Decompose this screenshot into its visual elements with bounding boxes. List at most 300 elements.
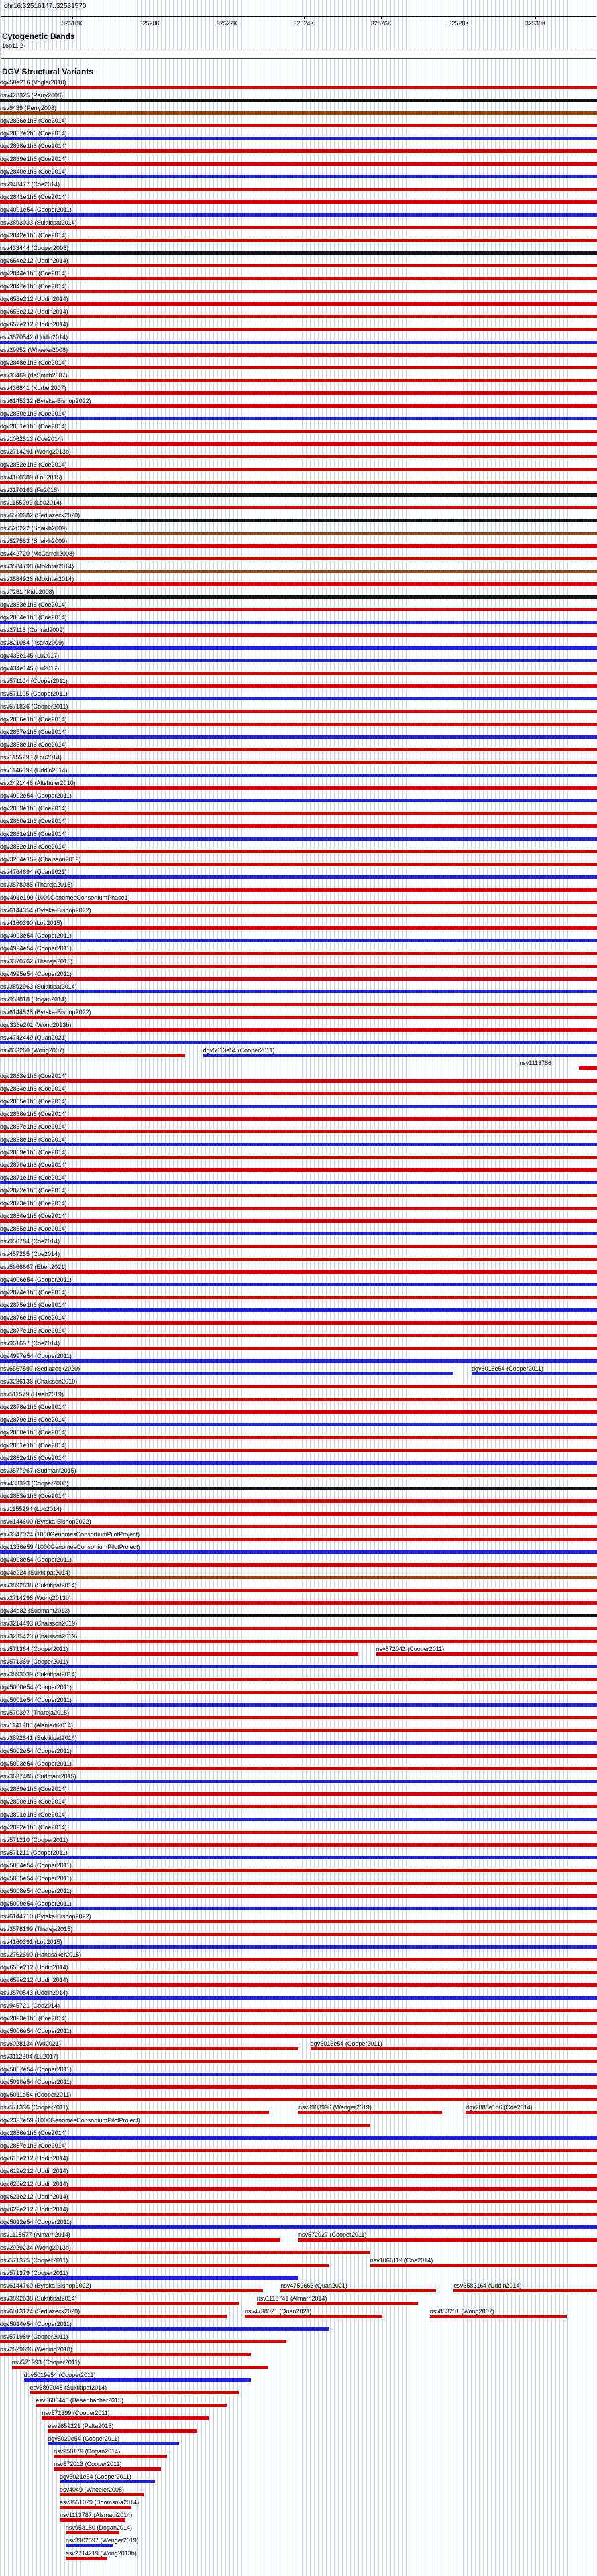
- variant-bar[interactable]: [0, 952, 597, 955]
- variant-bar[interactable]: [0, 633, 597, 637]
- variant-bar[interactable]: [0, 723, 597, 726]
- variant-bar[interactable]: [0, 1996, 597, 2000]
- variant-bar[interactable]: [0, 341, 597, 344]
- variant-bar[interactable]: [0, 1296, 597, 1299]
- variant-bar[interactable]: [0, 1359, 597, 1363]
- variant-label: nsv1066119 (Coe2014): [370, 2257, 433, 2264]
- variant-row: [0, 1633, 597, 1646]
- variant-bar[interactable]: [0, 1971, 597, 1974]
- variant-label: nsv961657 (Coe2014): [0, 1340, 60, 1347]
- variant-bar[interactable]: [0, 149, 597, 153]
- variant-bar[interactable]: [0, 124, 597, 127]
- variant-bar[interactable]: [0, 1805, 597, 1808]
- variant-bar[interactable]: [0, 697, 597, 700]
- variant-row: [0, 703, 597, 716]
- variant-row: [0, 2473, 597, 2486]
- variant-row: [0, 2155, 597, 2168]
- variant-bar[interactable]: [0, 735, 597, 739]
- variant-label: dgv5020e54 (Cooper2011): [48, 2435, 120, 2442]
- variant-bar[interactable]: [66, 2531, 119, 2534]
- variant-label: dgv2890e1h6 (Coe2014): [0, 1798, 67, 1805]
- variant-row: [0, 894, 597, 907]
- variant-row: [0, 1340, 597, 1353]
- variant-bar[interactable]: [0, 1691, 597, 1694]
- variant-bar[interactable]: [0, 1105, 597, 1108]
- variant-bar[interactable]: [0, 1168, 597, 1172]
- variant-bar[interactable]: [0, 188, 597, 191]
- variant-bar[interactable]: [60, 2480, 155, 2483]
- variant-bar[interactable]: [0, 965, 597, 968]
- variant-row: [0, 563, 597, 576]
- variant-bar[interactable]: [0, 557, 597, 560]
- variant-bar[interactable]: [0, 1729, 597, 1732]
- variant-bar[interactable]: [298, 2111, 442, 2114]
- variant-bar[interactable]: [0, 570, 597, 573]
- variant-bar[interactable]: [0, 1563, 597, 1567]
- variant-bar[interactable]: [0, 1678, 597, 1681]
- variant-bar[interactable]: [579, 1066, 597, 1070]
- variant-label: nsv571104 (Cooper2011): [0, 678, 68, 684]
- variant-bar[interactable]: [54, 2455, 167, 2458]
- variant-label: esv3578199 (Thareja2015): [0, 1926, 73, 1933]
- variant-bar[interactable]: [0, 799, 597, 802]
- variant-label: nsv1113786: [519, 1060, 552, 1066]
- variant-bar[interactable]: [0, 1130, 597, 1133]
- variant-bar[interactable]: [0, 239, 597, 242]
- variant-row: [0, 1747, 597, 1760]
- variant-bar[interactable]: [0, 1283, 597, 1286]
- variant-bar[interactable]: [0, 977, 597, 981]
- variant-row: [0, 92, 597, 105]
- variant-bar[interactable]: [66, 2544, 113, 2547]
- variant-bar[interactable]: [0, 1398, 597, 1401]
- variant-label: dgv2836e1h6 (Coe2014): [0, 117, 67, 124]
- variant-bar[interactable]: [0, 251, 597, 255]
- variant-bar[interactable]: [0, 430, 597, 433]
- variant-bar[interactable]: [0, 328, 597, 331]
- variant-bar[interactable]: [0, 379, 597, 382]
- variant-row: [0, 831, 597, 843]
- ruler-tick: [535, 16, 536, 19]
- variant-bar[interactable]: [0, 1576, 597, 1579]
- variant-row: [0, 2346, 597, 2359]
- variant-bar[interactable]: [0, 493, 597, 497]
- variant-label: dgv2875e1h6 (Coe2014): [0, 1302, 67, 1308]
- variant-row: [0, 1289, 597, 1302]
- variant-bar[interactable]: [0, 137, 597, 140]
- variant-bar[interactable]: [0, 1321, 597, 1325]
- variant-row: [0, 550, 597, 563]
- variant-bar[interactable]: [376, 1652, 597, 1656]
- variant-bar[interactable]: [0, 2034, 597, 2038]
- variant-bar[interactable]: [0, 774, 597, 777]
- variant-label: nsv571105 (Cooper2011): [0, 690, 68, 697]
- variant-bar[interactable]: [0, 1258, 597, 1261]
- variant-row: [0, 1582, 597, 1595]
- variant-row: [0, 2181, 597, 2193]
- variant-bar[interactable]: [0, 481, 597, 484]
- variant-bar[interactable]: [0, 1232, 597, 1235]
- variant-bar[interactable]: [453, 2289, 597, 2292]
- variant-bar[interactable]: [0, 111, 597, 115]
- variant-bar[interactable]: [0, 1436, 597, 1439]
- variant-bar[interactable]: [0, 353, 597, 357]
- variant-row: [0, 270, 597, 283]
- variant-bar[interactable]: [0, 2162, 597, 2165]
- variant-label: nsv571836 (Cooper2011): [0, 703, 68, 710]
- variant-label: nsv3214493 (Chaisson2019): [0, 1620, 78, 1627]
- variant-label: esv5666667 (Ebert2021): [0, 1264, 67, 1270]
- variant-label: nsv1141286 (Alsmadi2014): [0, 1722, 73, 1729]
- variant-bar[interactable]: [0, 863, 597, 866]
- variant-bar[interactable]: [0, 888, 597, 892]
- variant-bar[interactable]: [0, 761, 597, 764]
- variant-bar[interactable]: [0, 2213, 597, 2216]
- variant-bar[interactable]: [0, 1423, 597, 1426]
- variant-bar[interactable]: [0, 875, 597, 879]
- variant-bar[interactable]: [203, 1054, 597, 1057]
- variant-bar[interactable]: [0, 2098, 597, 2101]
- cytoband-box: [1, 50, 596, 59]
- variant-row: [0, 780, 597, 792]
- variant-row: [0, 690, 597, 703]
- variant-bar[interactable]: [0, 532, 597, 535]
- variant-bar[interactable]: [0, 404, 597, 408]
- variant-bar[interactable]: [0, 1945, 597, 1949]
- variant-bar[interactable]: [0, 2073, 597, 2076]
- variant-bar[interactable]: [0, 1767, 597, 1770]
- variant-bar[interactable]: [0, 939, 597, 942]
- variant-bar[interactable]: [0, 595, 597, 599]
- variant-bar[interactable]: [0, 837, 597, 841]
- variant-bar[interactable]: [0, 2060, 597, 2063]
- variant-bar[interactable]: [0, 2353, 251, 2356]
- variant-bar[interactable]: [0, 417, 597, 420]
- variant-bar[interactable]: [0, 1449, 597, 1452]
- variant-bar[interactable]: [0, 162, 597, 166]
- variant-label: dgv491e199 (1000GenomesConsortiumPhase1): [0, 894, 130, 901]
- variant-label: nsv6144354 (Byrska-Bishop2022): [0, 907, 91, 914]
- variant-bar[interactable]: [0, 1054, 185, 1057]
- variant-bar[interactable]: [0, 2264, 329, 2267]
- variant-bar[interactable]: [24, 2378, 251, 2382]
- variant-bar[interactable]: [0, 824, 597, 828]
- variant-bar[interactable]: [0, 1640, 597, 1643]
- variant-label: dgv5012e54 (Cooper2011): [0, 2219, 72, 2225]
- variant-bar[interactable]: [0, 582, 597, 586]
- variant-bar[interactable]: [0, 213, 597, 217]
- variant-bar[interactable]: [0, 672, 597, 675]
- variant-bar[interactable]: [0, 290, 597, 293]
- variant-bar[interactable]: [0, 1754, 597, 1758]
- variant-bar[interactable]: [0, 1792, 597, 1796]
- variant-bar[interactable]: [0, 1856, 597, 1859]
- variant-label: dgv433e145 (Lu2017): [0, 652, 60, 659]
- variant-bar[interactable]: [66, 2557, 107, 2560]
- variant-label: nsv958180 (Dogan2014): [65, 2524, 132, 2531]
- variant-row: [0, 499, 597, 512]
- variant-bar[interactable]: [0, 2124, 370, 2127]
- variant-label: dgv2864e1h6 (Coe2014): [0, 1085, 67, 1092]
- variant-row: [0, 665, 597, 678]
- variant-bar[interactable]: [48, 2429, 197, 2433]
- variant-bar[interactable]: [48, 2442, 179, 2445]
- variant-bar[interactable]: [0, 914, 597, 917]
- variant-label: nsv571336 (Cooper2011): [0, 2104, 68, 2111]
- variant-bar[interactable]: [0, 315, 597, 318]
- variant-bar[interactable]: [0, 1385, 597, 1388]
- variant-bar[interactable]: [0, 1818, 597, 1821]
- variant-row: [0, 1327, 597, 1340]
- variant-bar[interactable]: [60, 2518, 125, 2522]
- variant-bar[interactable]: [0, 99, 597, 102]
- variant-bar[interactable]: [0, 1079, 597, 1083]
- variant-bar[interactable]: [0, 1652, 358, 1656]
- variant-bar[interactable]: [0, 2276, 298, 2280]
- variant-bar[interactable]: [0, 646, 597, 650]
- variant-bar[interactable]: [0, 621, 597, 624]
- variant-bar[interactable]: [0, 1601, 597, 1605]
- variant-label: nsv4160391 (Lou2015): [0, 1939, 62, 1945]
- variant-bar[interactable]: [54, 2467, 161, 2471]
- variant-bar[interactable]: [311, 2047, 597, 2050]
- variant-bar[interactable]: [0, 1487, 597, 1490]
- variant-bar[interactable]: [0, 86, 597, 89]
- variant-bar[interactable]: [0, 1550, 597, 1554]
- variant-label: dgv2888e1h6 (Coe2014): [466, 2104, 533, 2111]
- variant-bar[interactable]: [0, 850, 597, 853]
- variant-bar[interactable]: [0, 786, 597, 790]
- variant-row: [0, 206, 597, 219]
- variant-bar[interactable]: [0, 1703, 597, 1707]
- variant-bar[interactable]: [0, 926, 597, 930]
- variant-label: nsv571989 (Cooper2011): [0, 2333, 68, 2340]
- variant-bar[interactable]: [0, 1372, 453, 1375]
- variant-label: esv2421446 (Altshuler2010): [0, 780, 76, 786]
- variant-label: dgv4993e54 (Cooper2011): [0, 932, 72, 939]
- variant-bar[interactable]: [0, 455, 597, 458]
- variant-bar[interactable]: [0, 1143, 597, 1146]
- variant-bar[interactable]: [0, 2340, 286, 2343]
- variant-bar[interactable]: [0, 2315, 227, 2318]
- variant-bar[interactable]: [0, 1512, 597, 1516]
- variant-bar[interactable]: [60, 2506, 131, 2509]
- variant-bar[interactable]: [0, 748, 597, 751]
- variant-bar[interactable]: [0, 302, 597, 306]
- variant-bar[interactable]: [0, 1245, 597, 1248]
- variant-bar[interactable]: [0, 710, 597, 713]
- variant-bar[interactable]: [0, 1983, 597, 1987]
- variant-bar[interactable]: [0, 1347, 597, 1350]
- variant-label: esv436841 (Korbel2007): [0, 385, 66, 391]
- variant-bar[interactable]: [0, 2047, 298, 2050]
- variant-bar[interactable]: [0, 2225, 597, 2229]
- variant-bar[interactable]: [0, 1882, 597, 1885]
- variant-bar[interactable]: [0, 1474, 597, 1477]
- variant-bar[interactable]: [42, 2416, 209, 2420]
- variant-bar[interactable]: [0, 2200, 597, 2203]
- variant-bar[interactable]: [60, 2493, 144, 2496]
- variant-bar[interactable]: [0, 2136, 597, 2140]
- variant-bar[interactable]: [12, 2366, 269, 2369]
- variant-row: [0, 181, 597, 194]
- variant-row: [0, 1467, 597, 1480]
- variant-bar[interactable]: [0, 226, 597, 229]
- variant-bar[interactable]: [0, 684, 597, 688]
- variant-row: [0, 2231, 597, 2244]
- variant-bar[interactable]: [0, 1538, 597, 1541]
- variant-row: [0, 1302, 597, 1314]
- variant-bar[interactable]: [0, 1410, 597, 1414]
- variant-bar[interactable]: [0, 1003, 597, 1006]
- variant-bar[interactable]: [0, 1933, 597, 1936]
- variant-bar[interactable]: [0, 1741, 597, 1745]
- variant-bar[interactable]: [0, 1894, 597, 1898]
- variant-row: [0, 1429, 597, 1442]
- variant-bar[interactable]: [0, 2022, 597, 2025]
- coordinate-ruler: [1, 11, 596, 28]
- variant-row: [0, 1913, 597, 1926]
- variant-label: nsv433444 (Cooper2008): [0, 245, 69, 251]
- variant-row: [0, 410, 597, 423]
- variant-bar[interactable]: [0, 391, 597, 395]
- variant-row: [0, 2168, 597, 2181]
- variant-label: dgv4e224 (Suktitipat2014): [0, 1569, 71, 1576]
- variant-bar[interactable]: [0, 1589, 597, 1592]
- variant-bar[interactable]: [0, 1958, 597, 1961]
- variant-bar[interactable]: [0, 1181, 597, 1184]
- variant-label: dgv2858e1h6 (Coe2014): [0, 741, 67, 748]
- variant-bar[interactable]: [0, 1499, 597, 1503]
- variant-label: nsv7281 (Kidd2008): [0, 589, 54, 595]
- variant-row: [0, 2104, 597, 2117]
- variant-bar[interactable]: [0, 1525, 597, 1528]
- variant-label: dgv2878e1h6 (Coe2014): [0, 1404, 67, 1410]
- variant-label: dgv3204e152 (Chaisson2019): [0, 856, 81, 863]
- variant-bar[interactable]: [370, 2264, 597, 2267]
- variant-row: [0, 1060, 597, 1072]
- variant-bar[interactable]: [0, 277, 597, 280]
- variant-bar[interactable]: [0, 1207, 597, 1210]
- variant-bar[interactable]: [0, 1270, 597, 1274]
- variant-bar[interactable]: [0, 1665, 597, 1668]
- variant-row: [0, 156, 597, 168]
- variant-bar[interactable]: [0, 175, 597, 178]
- variant-bar[interactable]: [0, 608, 597, 611]
- variant-bar[interactable]: [0, 1831, 597, 1834]
- variant-label: dgv2893e1h6 (Coe2014): [0, 2015, 67, 2022]
- variant-row: [0, 2219, 597, 2231]
- variant-label: dgv5003e54 (Cooper2011): [0, 1760, 72, 1767]
- variant-bar[interactable]: [298, 2238, 597, 2242]
- variant-bar[interactable]: [0, 1461, 597, 1465]
- variant-bar[interactable]: [0, 1869, 597, 1872]
- variant-label: nsv571210 (Cooper2011): [0, 1837, 68, 1843]
- variant-bar[interactable]: [0, 2251, 370, 2254]
- variant-bar[interactable]: [0, 1041, 597, 1044]
- variant-bar[interactable]: [0, 659, 597, 662]
- variant-bar[interactable]: [0, 2187, 597, 2191]
- variant-label: dgv2879e1h6 (Coe2014): [0, 1416, 67, 1423]
- variant-bar[interactable]: [0, 990, 597, 993]
- variant-bar[interactable]: [0, 2302, 239, 2305]
- variant-row: [0, 1442, 597, 1455]
- variant-bar[interactable]: [0, 901, 597, 904]
- variant-bar[interactable]: [0, 1016, 597, 1019]
- variant-label: nsv948477 (Coe2014): [0, 181, 60, 188]
- variant-bar[interactable]: [0, 1716, 597, 1719]
- variant-label: dgv2880e1h6 (Coe2014): [0, 1429, 67, 1436]
- variant-row: [0, 1518, 597, 1531]
- variant-label: dgv654e212 (Uddin2014): [0, 257, 68, 264]
- variant-bar[interactable]: [36, 2404, 227, 2407]
- variant-label: nsv571211 (Cooper2011): [0, 1849, 68, 1856]
- variant-bar[interactable]: [0, 366, 597, 369]
- variant-bar[interactable]: [0, 2111, 269, 2114]
- variant-bar[interactable]: [0, 1780, 597, 1783]
- variant-bar[interactable]: [0, 1334, 597, 1337]
- variant-label: dgv658e212 (Uddin2014): [0, 1964, 68, 1971]
- variant-bar[interactable]: [0, 812, 597, 815]
- variant-bar[interactable]: [257, 2302, 418, 2305]
- variant-bar[interactable]: [245, 2315, 382, 2318]
- variant-row: [0, 308, 597, 321]
- variant-bar[interactable]: [280, 2289, 435, 2292]
- variant-bar[interactable]: [0, 2238, 280, 2242]
- variant-label: dgv2837e2h6 (Coe2014): [0, 130, 67, 137]
- variant-bar[interactable]: [0, 2149, 597, 2152]
- variant-row: [0, 678, 597, 690]
- variant-bar[interactable]: [0, 200, 597, 204]
- variant-bar[interactable]: [0, 2327, 329, 2331]
- variant-bar[interactable]: [430, 2315, 567, 2318]
- variant-bar[interactable]: [0, 1920, 597, 1923]
- variant-bar[interactable]: [0, 519, 597, 522]
- variant-bar[interactable]: [0, 264, 597, 267]
- variant-bar[interactable]: [0, 1194, 597, 1197]
- variant-bar[interactable]: [0, 1092, 597, 1095]
- variant-row: [0, 576, 597, 589]
- ruler-tick-label: 32518K: [62, 20, 83, 27]
- variant-bar[interactable]: [0, 506, 597, 509]
- variant-bar[interactable]: [0, 1156, 597, 1159]
- variant-label: nsv4742449 (Quan2021): [0, 1034, 67, 1041]
- variant-row: [0, 1697, 597, 1709]
- variant-bar[interactable]: [0, 1308, 597, 1312]
- variant-label: esv2929234 (Wong2013b): [0, 2244, 71, 2251]
- variant-bar[interactable]: [0, 2174, 597, 2178]
- variant-bar[interactable]: [0, 442, 597, 446]
- variant-label: esv27116 (Conrad2009): [0, 627, 65, 633]
- variant-bar[interactable]: [0, 1843, 597, 1847]
- variant-bar[interactable]: [466, 2111, 597, 2114]
- variant-bar[interactable]: [30, 2391, 239, 2394]
- variant-bar[interactable]: [472, 1372, 597, 1375]
- variant-bar[interactable]: [0, 1614, 597, 1617]
- variant-row: [0, 1544, 597, 1556]
- variant-bar[interactable]: [0, 1219, 597, 1223]
- variant-bar[interactable]: [0, 1117, 597, 1121]
- variant-bar[interactable]: [0, 2289, 263, 2292]
- variant-bar[interactable]: [0, 468, 597, 471]
- variant-bar[interactable]: [0, 1907, 597, 1910]
- variant-bar[interactable]: [0, 544, 597, 548]
- variant-bar[interactable]: [0, 2085, 597, 2089]
- variant-bar[interactable]: [0, 1627, 597, 1630]
- variant-bar[interactable]: [0, 2009, 597, 2012]
- variant-label: dgv4995e54 (Cooper2011): [0, 971, 72, 977]
- variant-bar[interactable]: [0, 1028, 597, 1032]
